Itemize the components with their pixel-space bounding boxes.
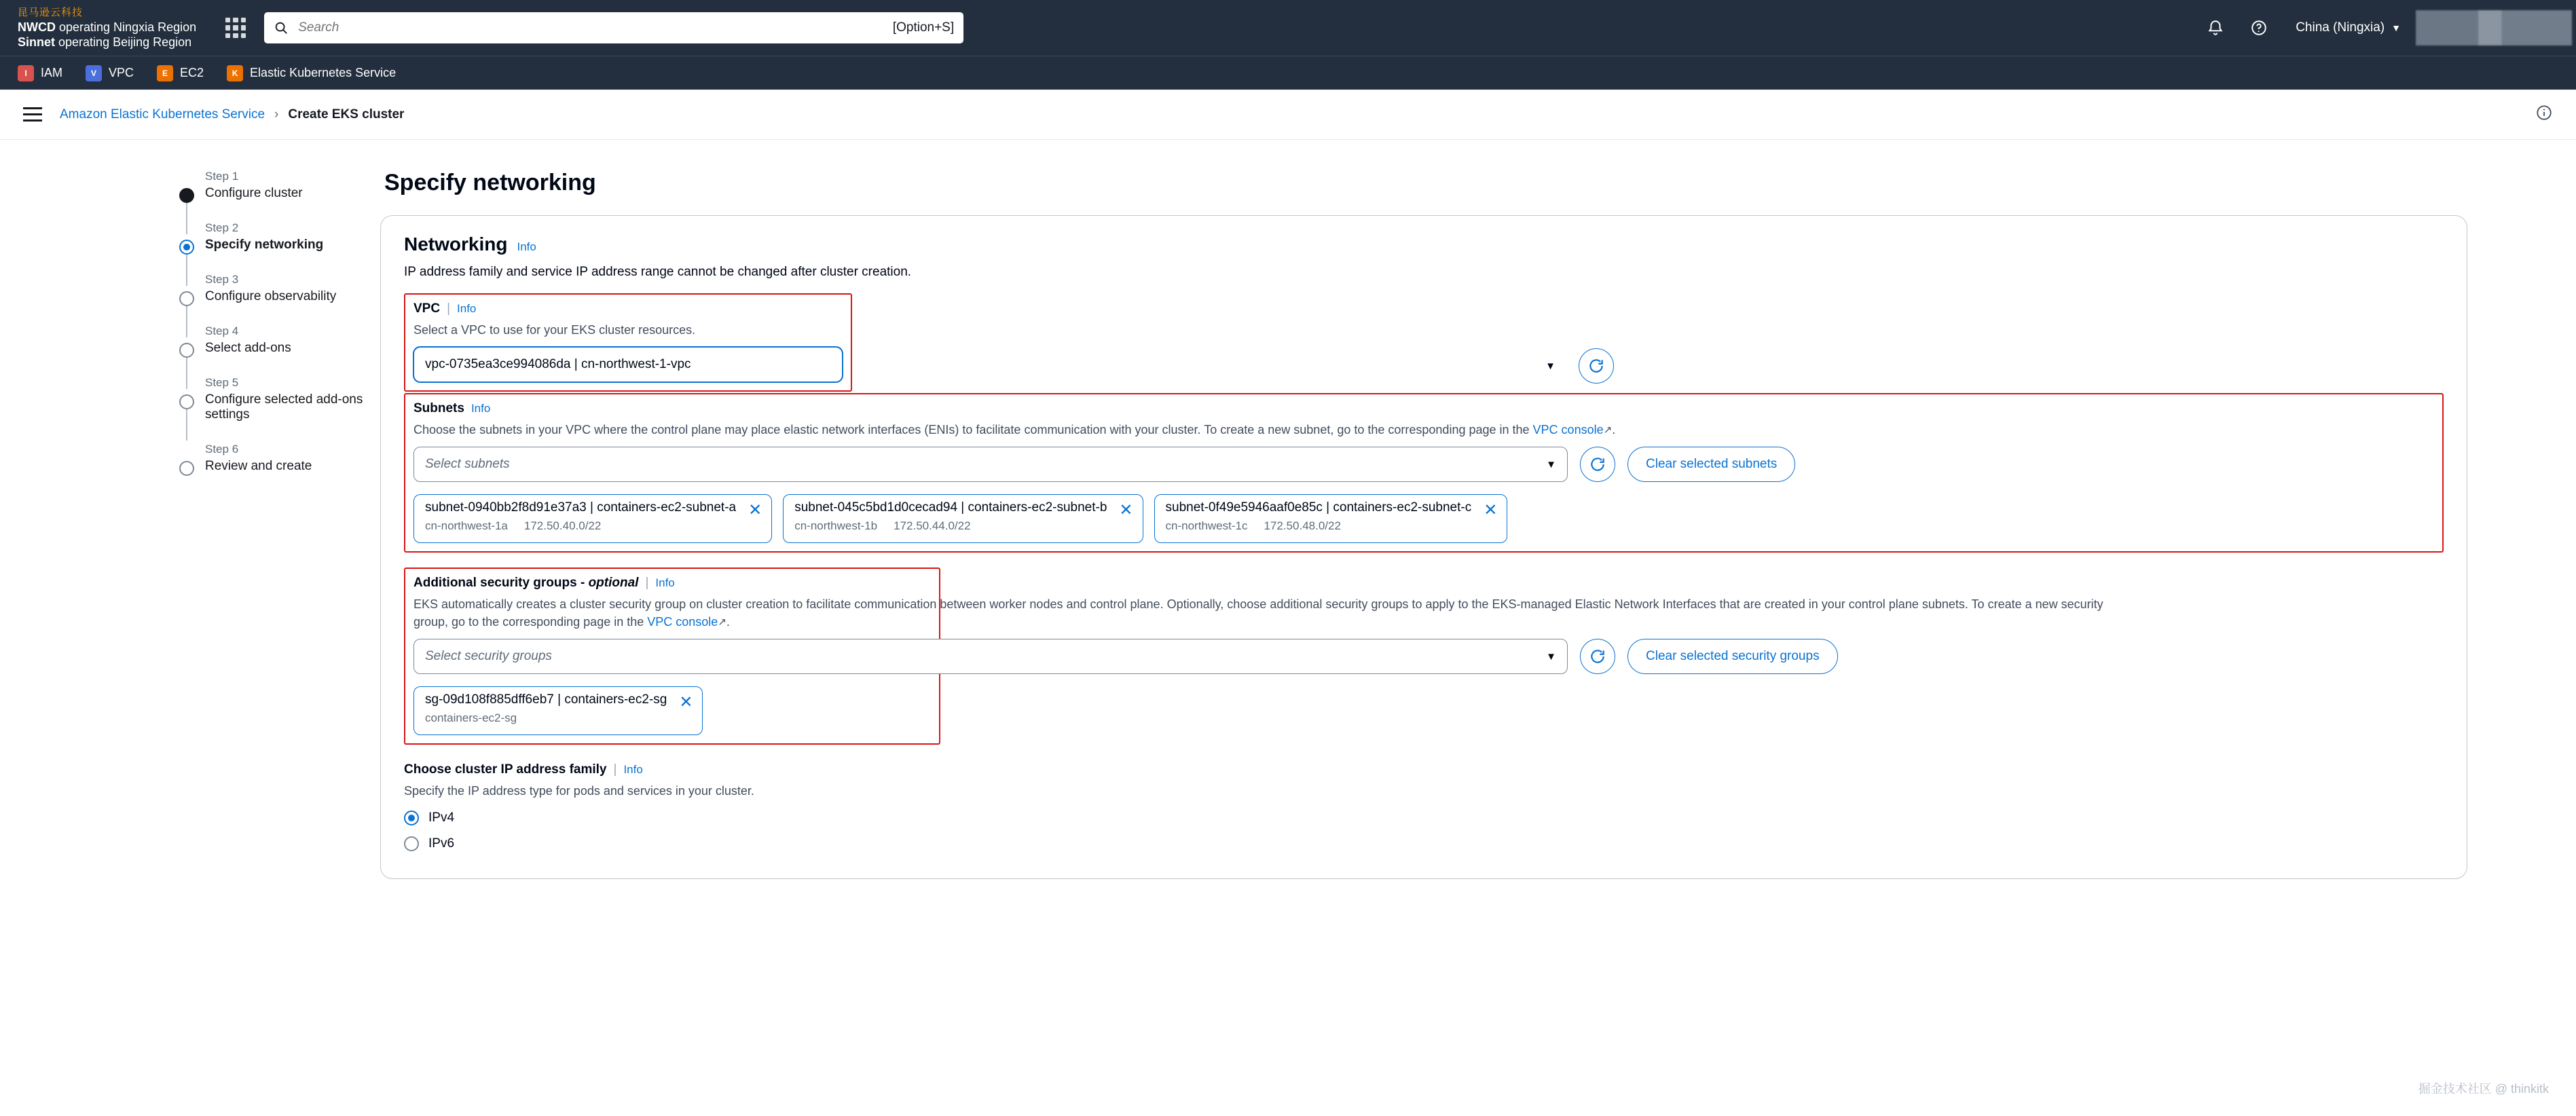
bell-icon[interactable] [2194, 0, 2237, 56]
service-shortcut-iam[interactable] [18, 65, 62, 81]
security-groups-info-link[interactable]: Info [655, 576, 675, 590]
subnet-token-meta [1166, 519, 1472, 533]
security-groups-placeholder: Select security groups [425, 649, 552, 664]
wizard-step-2[interactable] [170, 221, 380, 253]
vpc-section [404, 293, 852, 392]
external-link-icon: ↗ [718, 616, 726, 629]
wizard-step-1[interactable] [170, 170, 380, 201]
brand-sinnet-bold: Sinnet [18, 35, 56, 49]
global-search-box[interactable] [264, 12, 963, 43]
subnets-label-row [413, 401, 2434, 416]
wizard-step-4-dot [179, 343, 194, 358]
ip-family-label-separator: | [613, 762, 617, 777]
breadcrumb-bar [0, 90, 2576, 140]
subnets-section [404, 393, 2444, 553]
subnet-token-id: subnet-045c5bd1d0cecad94 | containers-ec2-subnet-b [794, 500, 1107, 515]
vpc-description: Select a VPC to use for your EKS cluster resources. [413, 323, 696, 337]
wizard-step-3-dot [179, 291, 194, 306]
search-input[interactable] [297, 20, 893, 36]
wizard-connector-5 [186, 409, 187, 441]
security-groups-section [404, 568, 2103, 745]
vpc-icon: V [86, 65, 102, 81]
service-shortcut-vpc[interactable] [86, 65, 134, 81]
watermark-text: 掘金技术社区 @ thinkitk [2418, 1082, 2549, 1096]
breadcrumb-root-link[interactable]: Amazon Elastic Kubernetes Service [60, 107, 265, 122]
security-groups-label-row [413, 576, 931, 591]
vpc-refresh-button[interactable] [1579, 348, 1614, 384]
subnet-token-id: subnet-0940bb2f8d91e37a3 | containers-ec2-subnet-a [425, 500, 737, 515]
chevron-down-icon: ▼ [1545, 360, 1556, 372]
clear-selected-security-groups-button[interactable]: Clear selected security groups [1627, 639, 1838, 674]
top-navigation-bar [0, 0, 2576, 56]
breadcrumb-separator: › [274, 107, 279, 122]
app-grid-icon[interactable] [217, 9, 255, 47]
wizard-step-3-number: Step 3 [205, 273, 239, 286]
question-circle-icon[interactable] [2237, 0, 2281, 56]
subnet-token [783, 494, 1143, 543]
external-link-icon: ↗ [1603, 424, 1613, 436]
chevron-down-icon: ▼ [2391, 22, 2401, 33]
subnets-control-row [413, 447, 2434, 482]
subnet-token-body [425, 500, 736, 533]
remove-token-icon[interactable]: ✕ [679, 693, 693, 712]
wizard-step-3[interactable] [170, 273, 380, 304]
service-shortcut-ec2-label: EC2 [180, 66, 204, 79]
chevron-down-icon: ▼ [1546, 650, 1556, 663]
security-groups-select[interactable] [413, 639, 1568, 674]
security-group-token [413, 686, 703, 735]
subnets-label: Subnets [413, 401, 464, 416]
vpc-controls-row [860, 348, 2444, 384]
wizard-step-6-dot [179, 461, 194, 476]
search-icon [274, 20, 289, 35]
subnet-token-cidr: 172.50.48.0/22 [1264, 519, 1341, 533]
subnet-token-meta [425, 519, 736, 533]
subnet-token-az: cn-northwest-1b [794, 519, 878, 533]
networking-card-title: Networking [404, 234, 508, 255]
subnets-info-link[interactable]: Info [471, 402, 491, 415]
wizard-step-1-dot [179, 188, 194, 203]
subnets-refresh-button[interactable] [1580, 447, 1615, 482]
remove-token-icon[interactable]: ✕ [1119, 501, 1133, 520]
wizard-step-5-number: Step 5 [205, 376, 239, 389]
subnets-vpc-console-link[interactable]: VPC console [1532, 423, 1604, 437]
eks-icon: K [227, 65, 243, 81]
ip-family-option-ipv6-label: IPv6 [428, 836, 455, 851]
subnet-token-cidr: 172.50.40.0/22 [523, 519, 602, 533]
vpc-label-row [413, 301, 843, 316]
ip-family-section [404, 762, 2444, 851]
clear-selected-subnets-button[interactable]: Clear selected subnets [1627, 447, 1795, 482]
brand-logo[interactable] [18, 6, 196, 50]
ip-family-option-ipv4[interactable] [404, 811, 2444, 825]
service-shortcut-ec2[interactable] [157, 65, 204, 81]
vpc-select[interactable] [413, 347, 843, 382]
ip-family-label: Choose cluster IP address family [404, 762, 607, 777]
networking-info-link[interactable]: Info [517, 240, 536, 253]
page-body [0, 140, 2576, 879]
brand-nwcd-rest: operating Ningxia Region [56, 20, 197, 34]
hamburger-menu-icon[interactable] [23, 107, 42, 122]
breadcrumb-current: Create EKS cluster [288, 107, 405, 122]
radio-ipv6[interactable] [404, 836, 419, 851]
remove-token-icon[interactable]: ✕ [748, 501, 762, 520]
networking-card-description: IP address family and service IP address range cannot be changed after cluster creation. [404, 265, 912, 279]
wizard-step-5[interactable] [170, 376, 380, 422]
ip-family-option-ipv6[interactable] [404, 836, 2444, 851]
brand-line-nwcd [18, 20, 196, 35]
security-groups-refresh-button[interactable] [1580, 639, 1615, 674]
wizard-step-5-label: Configure selected add-ons settings [205, 392, 363, 422]
subnets-select[interactable] [413, 447, 1568, 482]
brand-cn-logo [18, 6, 92, 18]
main-content [380, 170, 2576, 879]
vpc-select-caret-area[interactable] [860, 348, 1566, 384]
wizard-step-2-dot [179, 240, 194, 255]
security-groups-description [413, 595, 2124, 631]
wizard-step-1-number: Step 1 [205, 170, 239, 183]
wizard-step-2-number: Step 2 [205, 221, 239, 234]
security-group-token-name: containers-ec2-sg [425, 711, 517, 725]
subnet-token-body [1166, 500, 1472, 533]
account-menu-redacted[interactable] [2416, 10, 2572, 45]
iam-icon: I [18, 65, 34, 81]
security-groups-label [413, 576, 638, 591]
vpc-label: VPC [413, 301, 441, 316]
vpc-selected-value: vpc-0735ea3ce994086da | cn-northwest-1-vpc [425, 357, 691, 372]
service-shortcut-iam-label: IAM [41, 66, 63, 79]
subnet-token [1154, 494, 1508, 543]
ip-family-description: Specify the IP address type for pods and services in your cluster. [404, 784, 754, 798]
subnet-token-meta [794, 519, 1107, 533]
security-groups-control-row [413, 639, 2124, 674]
networking-card-header [404, 234, 2444, 255]
wizard-step-6[interactable] [170, 443, 380, 474]
wizard-step-2-label: Specify networking [205, 238, 324, 252]
security-groups-token-list [413, 686, 931, 735]
chevron-down-icon: ▼ [1546, 458, 1556, 470]
subnet-token-cidr: 172.50.44.0/22 [894, 519, 971, 533]
subnet-token-body [794, 500, 1107, 533]
security-group-token-body [425, 692, 667, 725]
security-group-token-id: sg-09d108f885dff6eb7 | containers-ec2-sg [425, 692, 667, 707]
security-groups-label-optional: optional [588, 576, 639, 591]
wizard-step-1-label: Configure cluster [205, 186, 303, 200]
security-groups-label-separator: | [645, 576, 649, 591]
remove-token-icon[interactable]: ✕ [1484, 501, 1498, 520]
wizard-step-6-number: Step 6 [205, 443, 239, 455]
brand-line-sinnet [18, 35, 196, 50]
security-groups-description-text: EKS automatically creates a cluster security group on cluster creation to facilitate communication between worker nodes and control plane. Optionally, choose additional security groups to apply to the EKS-managed Elastic Network Interfaces that are created in your control plane subnets. To create a new security group, go to the corresponding page in the [413, 597, 2103, 629]
service-shortcut-eks[interactable] [227, 65, 396, 81]
security-group-token-meta [425, 711, 667, 725]
brand-sinnet-rest: operating Beijing Region [55, 35, 192, 49]
service-shortcut-bar [0, 56, 2576, 90]
wizard-steps [0, 170, 380, 879]
subnet-token [413, 494, 772, 543]
subnet-token-id: subnet-0f49e5946aaf0e85c | containers-ec2-subnet-c [1165, 500, 1472, 515]
page-title: Specify networking [384, 170, 596, 196]
breadcrumb [60, 107, 404, 122]
region-label: China (Ningxia) [2296, 20, 2385, 35]
subnets-token-list [413, 494, 2434, 543]
info-circle-icon[interactable] [2535, 104, 2553, 125]
brand-cn-text: 昆马逊云科技 [18, 6, 84, 18]
radio-ipv4[interactable] [404, 811, 419, 825]
wizard-step-3-label: Configure observability [205, 289, 337, 303]
subnets-description [413, 421, 2434, 439]
subnets-description-tail: . [1612, 423, 1616, 437]
ec2-icon: E [157, 65, 173, 81]
subnet-token-az: cn-northwest-1c [1165, 519, 1248, 533]
vpc-info-link[interactable]: Info [457, 302, 477, 315]
ip-family-label-row [404, 762, 2444, 777]
service-shortcut-eks-label: Elastic Kubernetes Service [250, 66, 397, 79]
service-shortcut-vpc-label: VPC [109, 66, 134, 79]
brand-nwcd-bold: NWCD [18, 20, 56, 34]
ip-family-info-link[interactable]: Info [623, 763, 643, 777]
wizard-step-4-label: Select add-ons [205, 341, 291, 355]
subnets-description-text: Choose the subnets in your VPC where the control plane may place elastic network interfaces (ENIs) to facilitate communication with your cluster. To create a new subnet, go to the corresponding page in the [413, 423, 1533, 437]
wizard-step-4[interactable] [170, 324, 380, 356]
security-groups-label-main: Additional security groups - [413, 576, 589, 591]
ip-family-option-ipv4-label: IPv4 [428, 811, 455, 825]
security-groups-description-tail: . [726, 615, 730, 629]
wizard-step-6-label: Review and create [205, 459, 312, 473]
top-nav-right-cluster [2194, 0, 2576, 56]
subnet-token-az: cn-northwest-1a [425, 519, 508, 533]
networking-card [380, 215, 2467, 879]
wizard-step-4-number: Step 4 [205, 324, 239, 337]
search-shortcut-hint: [Option+S] [892, 20, 955, 35]
region-selector[interactable] [2281, 0, 2416, 56]
wizard-step-5-dot [179, 394, 194, 409]
vpc-label-separator: | [447, 301, 451, 316]
subnets-placeholder: Select subnets [425, 457, 510, 472]
security-groups-vpc-console-link[interactable]: VPC console [647, 615, 718, 629]
